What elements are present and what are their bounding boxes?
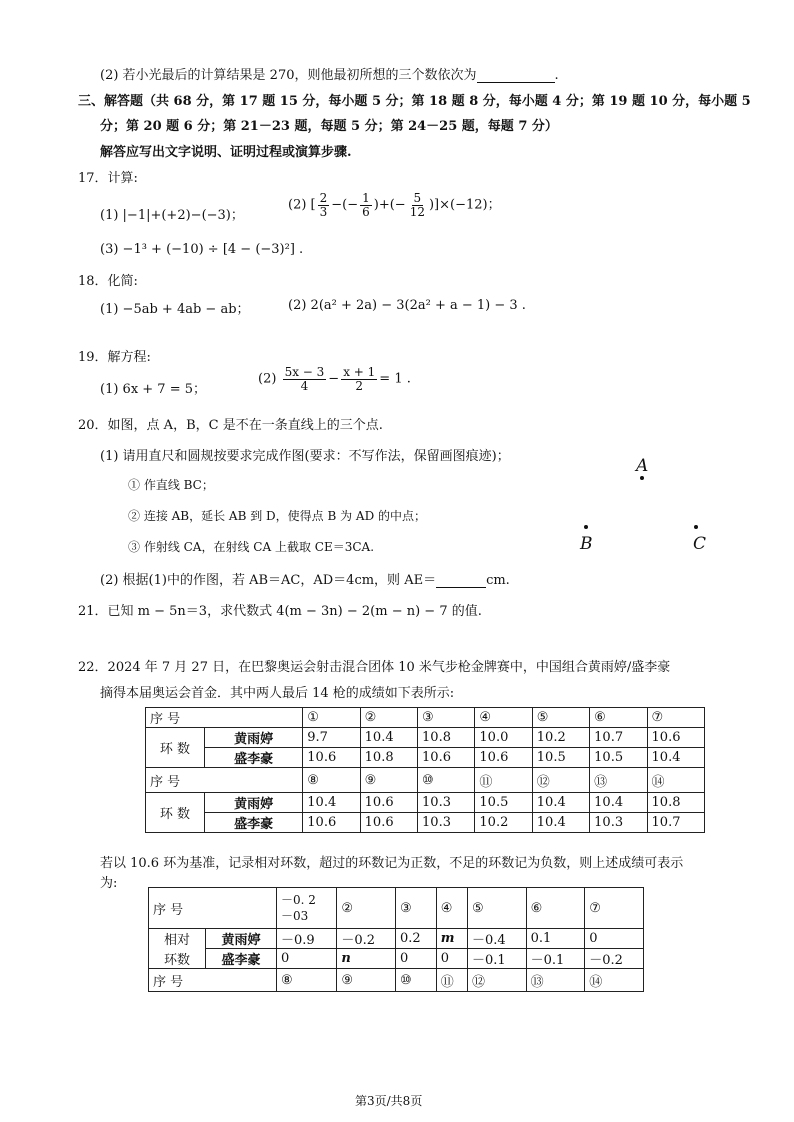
q17-part3: (3) −1³ + (−10) ÷ [4 − (−3)²] .: [100, 242, 304, 257]
fraction: $\frac{5x - 3}{4}$: [284, 365, 325, 393]
table-row: 环数 盛李豪 0 n 0 0 －0.1 －0.1 －0.2: [149, 949, 644, 969]
fraction: $\frac{5}{12}$: [409, 191, 425, 219]
ring-label: 环 数: [146, 793, 205, 833]
table-row: 盛李豪 10.6 10.6 10.3 10.2 10.4 10.3 10.7: [146, 813, 705, 833]
athlete-name: 盛李豪: [205, 813, 303, 833]
athlete-name: 黄雨婷: [206, 929, 277, 949]
seq-label: 序 号: [146, 708, 303, 728]
q20-step2: ② 连接 AB，延长 AB 到 D，使得点 B 为 AD 的中点；: [128, 509, 427, 523]
page-number: 第3页/共8页: [355, 1094, 423, 1108]
rel-label: 相对: [149, 929, 206, 949]
q20-step1: ① 作直线 BC；: [128, 478, 214, 492]
table-row: 序 号 －0. 2 －03 ② ③ ④ ⑤ ⑥ ⑦: [149, 888, 644, 929]
athlete-name: 盛李豪: [205, 748, 303, 768]
athlete-name: 黄雨婷: [205, 793, 303, 813]
section3-line1: 三、解答题（共 68 分，第 17 题 15 分，每小题 5 分；第 18 题 8 分，每小题 4 分；第 19 题 10 分，每小题 5: [78, 94, 751, 109]
q18-title: 18．化简:: [78, 274, 138, 289]
section3-line2: 分；第 20 题 6 分；第 21－23 题，每题 5 分；第 24－25 题，每题 7 分）: [100, 119, 558, 134]
seq-label: 序 号: [146, 768, 303, 793]
rel-label: 环数: [149, 949, 206, 969]
point-b: [584, 525, 588, 529]
score-table: [145, 707, 705, 833]
point-c-label: C: [693, 534, 707, 554]
point-c: [694, 525, 698, 529]
section3-line3: 解答应写出文字说明、证明过程或演算步骤.: [100, 145, 352, 160]
table-row: 环 数 黄雨婷 10.4 10.6 10.3 10.5 10.4 10.4 10.8: [146, 793, 705, 813]
fraction: $\frac{2}{3}$: [319, 191, 328, 219]
q16-part2: (2) 若小光最后的计算结果是 270，则他最初所想的三个数依次为 .: [100, 68, 559, 83]
q18-part2: (2) 2(a² + 2a) − 3(2a² + a − 1) − 3 .: [288, 298, 526, 313]
q21-text: 21．已知 m − 5n＝3，求代数式 4(m − 3n) − 2(m − n) − 7 的值.: [78, 604, 482, 619]
seq-label: 序 号: [149, 888, 277, 929]
q18-part1: (1) −5ab + 4ab − ab；: [100, 302, 250, 317]
q19-part1: (1) 6x + 7 = 5；: [100, 382, 207, 397]
q17-part1: (1) |−1|+(+2)−(−3)；: [100, 208, 244, 223]
q22-line1: 22．2024 年 7 月 27 日，在巴黎奥运会射击混合团体 10 米气步枪金牌赛中，中国组合黄雨婷/盛李豪: [78, 660, 671, 675]
table-row: 序 号 ⑧ ⑨ ⑩ ⑪ ⑫ ⑬ ⑭: [146, 768, 705, 793]
q22-line2: 摘得本届奥运会首金．其中两人最后 14 枪的成绩如下表所示:: [100, 686, 455, 701]
q19-title: 19．解方程:: [78, 350, 151, 365]
q19-part2: (2) $\frac{5x - 3}{4}$ − $\frac{x + 1}{2}$ = 1 .: [258, 365, 411, 393]
q16-part2-text: (2) 若小光最后的计算结果是 270，则他最初所想的三个数依次为: [100, 68, 477, 83]
athlete-name: 黄雨婷: [205, 728, 303, 748]
q20-part2: (2) 根据(1)中的作图，若 AB＝AC，AD＝4cm，则 AE＝ cm.: [100, 573, 510, 588]
fraction: $\frac{1}{6}$: [362, 191, 370, 219]
table-row: 盛李豪 10.6 10.8 10.6 10.6 10.5 10.5 10.4: [146, 748, 705, 768]
q17-title: 17．计算:: [78, 171, 138, 186]
point-b-label: B: [580, 534, 593, 554]
answer-blank: [436, 572, 486, 588]
table-row: 环 数 黄雨婷 9.7 10.4 10.8 10.0 10.2 10.7 10.6: [146, 728, 705, 748]
table-row: 相对 黄雨婷 －0.9 －0.2 0.2 m －0.4 0.1 0: [149, 929, 644, 949]
seq-label: 序 号: [149, 969, 277, 992]
point-a: [640, 476, 644, 480]
relative-score-table: [148, 887, 644, 992]
q22-desc2: 为:: [100, 876, 118, 891]
table-row: 序 号 ⑧ ⑨ ⑩ ⑪ ⑫ ⑬ ⑭: [149, 969, 644, 992]
q20-title: 20．如图，点 A，B，C 是不在一条直线上的三个点.: [78, 418, 383, 433]
ring-label: 环 数: [146, 728, 205, 768]
athlete-name: 盛李豪: [206, 949, 277, 969]
q20-part1: (1) 请用直尺和圆规按要求完成作图(要求：不写作法，保留画图痕迹)；: [100, 449, 510, 464]
answer-blank: [477, 67, 555, 83]
table-row: 序 号 ① ② ③ ④ ⑤ ⑥ ⑦: [146, 708, 705, 728]
fraction: $\frac{x + 1}{2}$: [343, 365, 376, 393]
q22-desc1: 若以 10.6 环为基准，记录相对环数，超过的环数记为正数，不足的环数记为负数，则上述成绩可表示: [100, 856, 684, 871]
q20-step3: ③ 作射线 CA，在射线 CA 上截取 CE＝3CA.: [128, 540, 375, 554]
q17-part2: (2) [ $\frac{2}{3}$ −(− $\frac{1}{6}$ )+(− $\frac{5}{12}$ )]×(−12)；: [288, 191, 501, 219]
point-a-label: A: [636, 456, 649, 476]
